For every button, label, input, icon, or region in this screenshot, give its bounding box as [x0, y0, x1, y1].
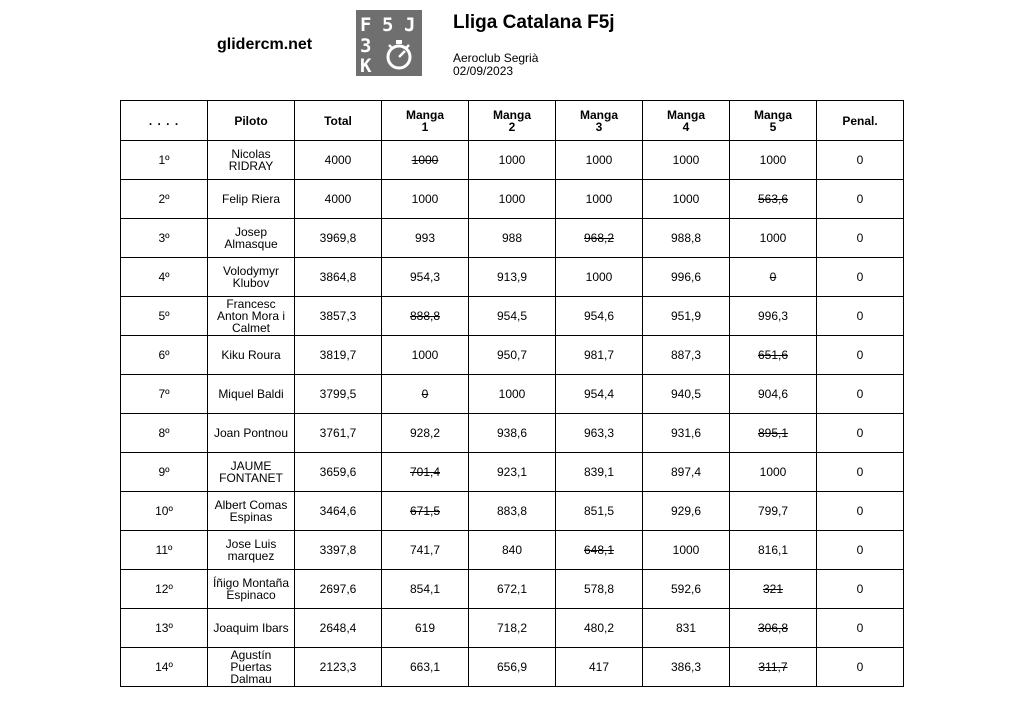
svg-text:F: F — [360, 14, 372, 36]
penalty-cell: 0 — [817, 648, 904, 687]
position-cell: 1º — [121, 141, 208, 180]
penalty-cell: 0 — [817, 414, 904, 453]
total-cell: 4000 — [295, 141, 382, 180]
round-3-cell: 1000 — [556, 258, 643, 297]
round-1-cell: 854,1 — [382, 570, 469, 609]
round-1-cell: 663,1 — [382, 648, 469, 687]
table-row — [121, 180, 904, 219]
round-3-cell: 578,8 — [556, 570, 643, 609]
round-2-cell: 913,9 — [469, 258, 556, 297]
page-title: Lliga Catalana F5j — [453, 12, 615, 33]
table-row — [121, 609, 904, 648]
round-4-cell: 940,5 — [643, 375, 730, 414]
penalty-cell: 0 — [817, 492, 904, 531]
table-row — [121, 219, 904, 258]
position-cell: 13º — [121, 609, 208, 648]
position-cell: 3º — [121, 219, 208, 258]
round-1-cell: 993 — [382, 219, 469, 258]
round-1-cell: 701,4 — [382, 453, 469, 492]
round-3-cell: 954,6 — [556, 297, 643, 336]
penalty-cell: 0 — [817, 531, 904, 570]
pilot-cell: Íñigo Montaña Espinaco — [208, 570, 295, 609]
round-4-cell: 831 — [643, 609, 730, 648]
round-3-cell: 1000 — [556, 180, 643, 219]
round-2-cell: 656,9 — [469, 648, 556, 687]
round-2-cell: 938,6 — [469, 414, 556, 453]
round-2-cell: 1000 — [469, 375, 556, 414]
club-name: Aeroclub Segrià — [453, 51, 539, 65]
round-2-cell: 883,8 — [469, 492, 556, 531]
pilot-cell: Jose Luis marquez — [208, 531, 295, 570]
col-round-5: Manga 5 — [730, 101, 817, 141]
round-5-cell: 895,1 — [730, 414, 817, 453]
position-cell: 5º — [121, 297, 208, 336]
round-5-cell: 0 — [730, 258, 817, 297]
total-cell: 3857,3 — [295, 297, 382, 336]
round-5-cell: 799,7 — [730, 492, 817, 531]
position-cell: 12º — [121, 570, 208, 609]
pilot-cell: Agustín Puertas Dalmau — [208, 648, 295, 687]
pilot-cell: Joan Pontnou — [208, 414, 295, 453]
round-4-cell: 1000 — [643, 180, 730, 219]
round-2-cell: 954,5 — [469, 297, 556, 336]
round-1-cell: 928,2 — [382, 414, 469, 453]
position-cell: 6º — [121, 336, 208, 375]
penalty-cell: 0 — [817, 141, 904, 180]
round-1-cell: 954,3 — [382, 258, 469, 297]
total-cell: 2648,4 — [295, 609, 382, 648]
total-cell: 3761,7 — [295, 414, 382, 453]
penalty-cell: 0 — [817, 453, 904, 492]
site-name: glidercm.net — [217, 36, 313, 53]
round-3-cell: 851,5 — [556, 492, 643, 531]
total-cell: 2697,6 — [295, 570, 382, 609]
round-4-cell: 592,6 — [643, 570, 730, 609]
svg-text:5: 5 — [382, 14, 394, 36]
col-round-4: Manga 4 — [643, 101, 730, 141]
round-1-cell: 741,7 — [382, 531, 469, 570]
total-cell: 4000 — [295, 180, 382, 219]
table-row — [121, 297, 904, 336]
round-3-cell: 954,4 — [556, 375, 643, 414]
penalty-cell: 0 — [817, 180, 904, 219]
table-row — [121, 336, 904, 375]
total-cell: 3799,5 — [295, 375, 382, 414]
position-cell: 8º — [121, 414, 208, 453]
col-round-3: Manga 3 — [556, 101, 643, 141]
total-cell: 3819,7 — [295, 336, 382, 375]
penalty-cell: 0 — [817, 258, 904, 297]
round-5-cell: 1000 — [730, 141, 817, 180]
svg-text:J: J — [404, 14, 416, 36]
round-1-cell: 1000 — [382, 180, 469, 219]
table-row — [121, 414, 904, 453]
round-5-cell: 1000 — [730, 219, 817, 258]
col-pilot: Piloto — [208, 101, 295, 141]
round-4-cell: 951,9 — [643, 297, 730, 336]
penalty-cell: 0 — [817, 570, 904, 609]
round-2-cell: 840 — [469, 531, 556, 570]
total-cell: 3864,8 — [295, 258, 382, 297]
round-3-cell: 968,2 — [556, 219, 643, 258]
pilot-cell: Volodymyr Klubov — [208, 258, 295, 297]
header-row — [121, 101, 904, 141]
round-5-cell: 904,6 — [730, 375, 817, 414]
total-cell: 3397,8 — [295, 531, 382, 570]
total-cell: 3969,8 — [295, 219, 382, 258]
pilot-cell: Miquel Baldi — [208, 375, 295, 414]
round-2-cell: 1000 — [469, 141, 556, 180]
round-5-cell: 311,7 — [730, 648, 817, 687]
pilot-cell: Francesc Anton Mora i Calmet — [208, 297, 295, 336]
round-4-cell: 988,8 — [643, 219, 730, 258]
total-cell: 3659,6 — [295, 453, 382, 492]
pilot-cell: Nicolas RIDRAY — [208, 141, 295, 180]
col-total: Total — [295, 101, 382, 141]
round-1-cell: 0 — [382, 375, 469, 414]
pilot-cell: Josep Almasque — [208, 219, 295, 258]
round-3-cell: 981,7 — [556, 336, 643, 375]
round-1-cell: 1000 — [382, 141, 469, 180]
round-3-cell: 839,1 — [556, 453, 643, 492]
round-3-cell: 417 — [556, 648, 643, 687]
col-round-2: Manga 2 — [469, 101, 556, 141]
table-row — [121, 570, 904, 609]
position-cell: 11º — [121, 531, 208, 570]
round-3-cell: 963,3 — [556, 414, 643, 453]
pilot-cell: Felip Riera — [208, 180, 295, 219]
round-2-cell: 672,1 — [469, 570, 556, 609]
position-cell: 7º — [121, 375, 208, 414]
round-2-cell: 923,1 — [469, 453, 556, 492]
position-cell: 2º — [121, 180, 208, 219]
penalty-cell: 0 — [817, 375, 904, 414]
round-5-cell: 321 — [730, 570, 817, 609]
penalty-cell: 0 — [817, 609, 904, 648]
col-round-1: Manga 1 — [382, 101, 469, 141]
round-4-cell: 996,6 — [643, 258, 730, 297]
penalty-cell: 0 — [817, 297, 904, 336]
round-4-cell: 929,6 — [643, 492, 730, 531]
round-1-cell: 888,8 — [382, 297, 469, 336]
round-1-cell: 1000 — [382, 336, 469, 375]
pilot-cell: Joaquim Ibars — [208, 609, 295, 648]
round-4-cell: 386,3 — [643, 648, 730, 687]
round-5-cell: 651,6 — [730, 336, 817, 375]
event-date: 02/09/2023 — [453, 64, 514, 78]
total-cell: 2123,3 — [295, 648, 382, 687]
table-row — [121, 258, 904, 297]
round-5-cell: 996,3 — [730, 297, 817, 336]
position-cell: 9º — [121, 453, 208, 492]
pilot-cell: JAUME FONTANET — [208, 453, 295, 492]
table-row — [121, 531, 904, 570]
round-4-cell: 887,3 — [643, 336, 730, 375]
table-row — [121, 648, 904, 687]
total-cell: 3464,6 — [295, 492, 382, 531]
results-table — [120, 100, 904, 687]
round-2-cell: 950,7 — [469, 336, 556, 375]
round-3-cell: 648,1 — [556, 531, 643, 570]
round-4-cell: 931,6 — [643, 414, 730, 453]
table-row — [121, 453, 904, 492]
position-cell: 14º — [121, 648, 208, 687]
round-5-cell: 1000 — [730, 453, 817, 492]
svg-text:K: K — [360, 55, 372, 76]
round-5-cell: 816,1 — [730, 531, 817, 570]
col-penalty: Penal. — [817, 101, 904, 141]
round-4-cell: 897,4 — [643, 453, 730, 492]
round-4-cell: 1000 — [643, 531, 730, 570]
event-info — [453, 52, 538, 78]
position-cell: 4º — [121, 258, 208, 297]
penalty-cell: 0 — [817, 219, 904, 258]
position-cell: 10º — [121, 492, 208, 531]
round-1-cell: 619 — [382, 609, 469, 648]
round-5-cell: 306,8 — [730, 609, 817, 648]
round-2-cell: 718,2 — [469, 609, 556, 648]
round-2-cell: 988 — [469, 219, 556, 258]
table-row — [121, 492, 904, 531]
round-5-cell: 563,6 — [730, 180, 817, 219]
round-3-cell: 1000 — [556, 141, 643, 180]
round-2-cell: 1000 — [469, 180, 556, 219]
penalty-cell: 0 — [817, 336, 904, 375]
round-4-cell: 1000 — [643, 141, 730, 180]
round-3-cell: 480,2 — [556, 609, 643, 648]
pilot-cell: Albert Comas Espinas — [208, 492, 295, 531]
table-row — [121, 375, 904, 414]
col-position: . . . . — [121, 101, 208, 141]
f5j-f3k-logo — [356, 10, 422, 76]
round-1-cell: 671,5 — [382, 492, 469, 531]
svg-text:3: 3 — [360, 35, 372, 57]
table-row — [121, 141, 904, 180]
pilot-cell: Kiku Roura — [208, 336, 295, 375]
